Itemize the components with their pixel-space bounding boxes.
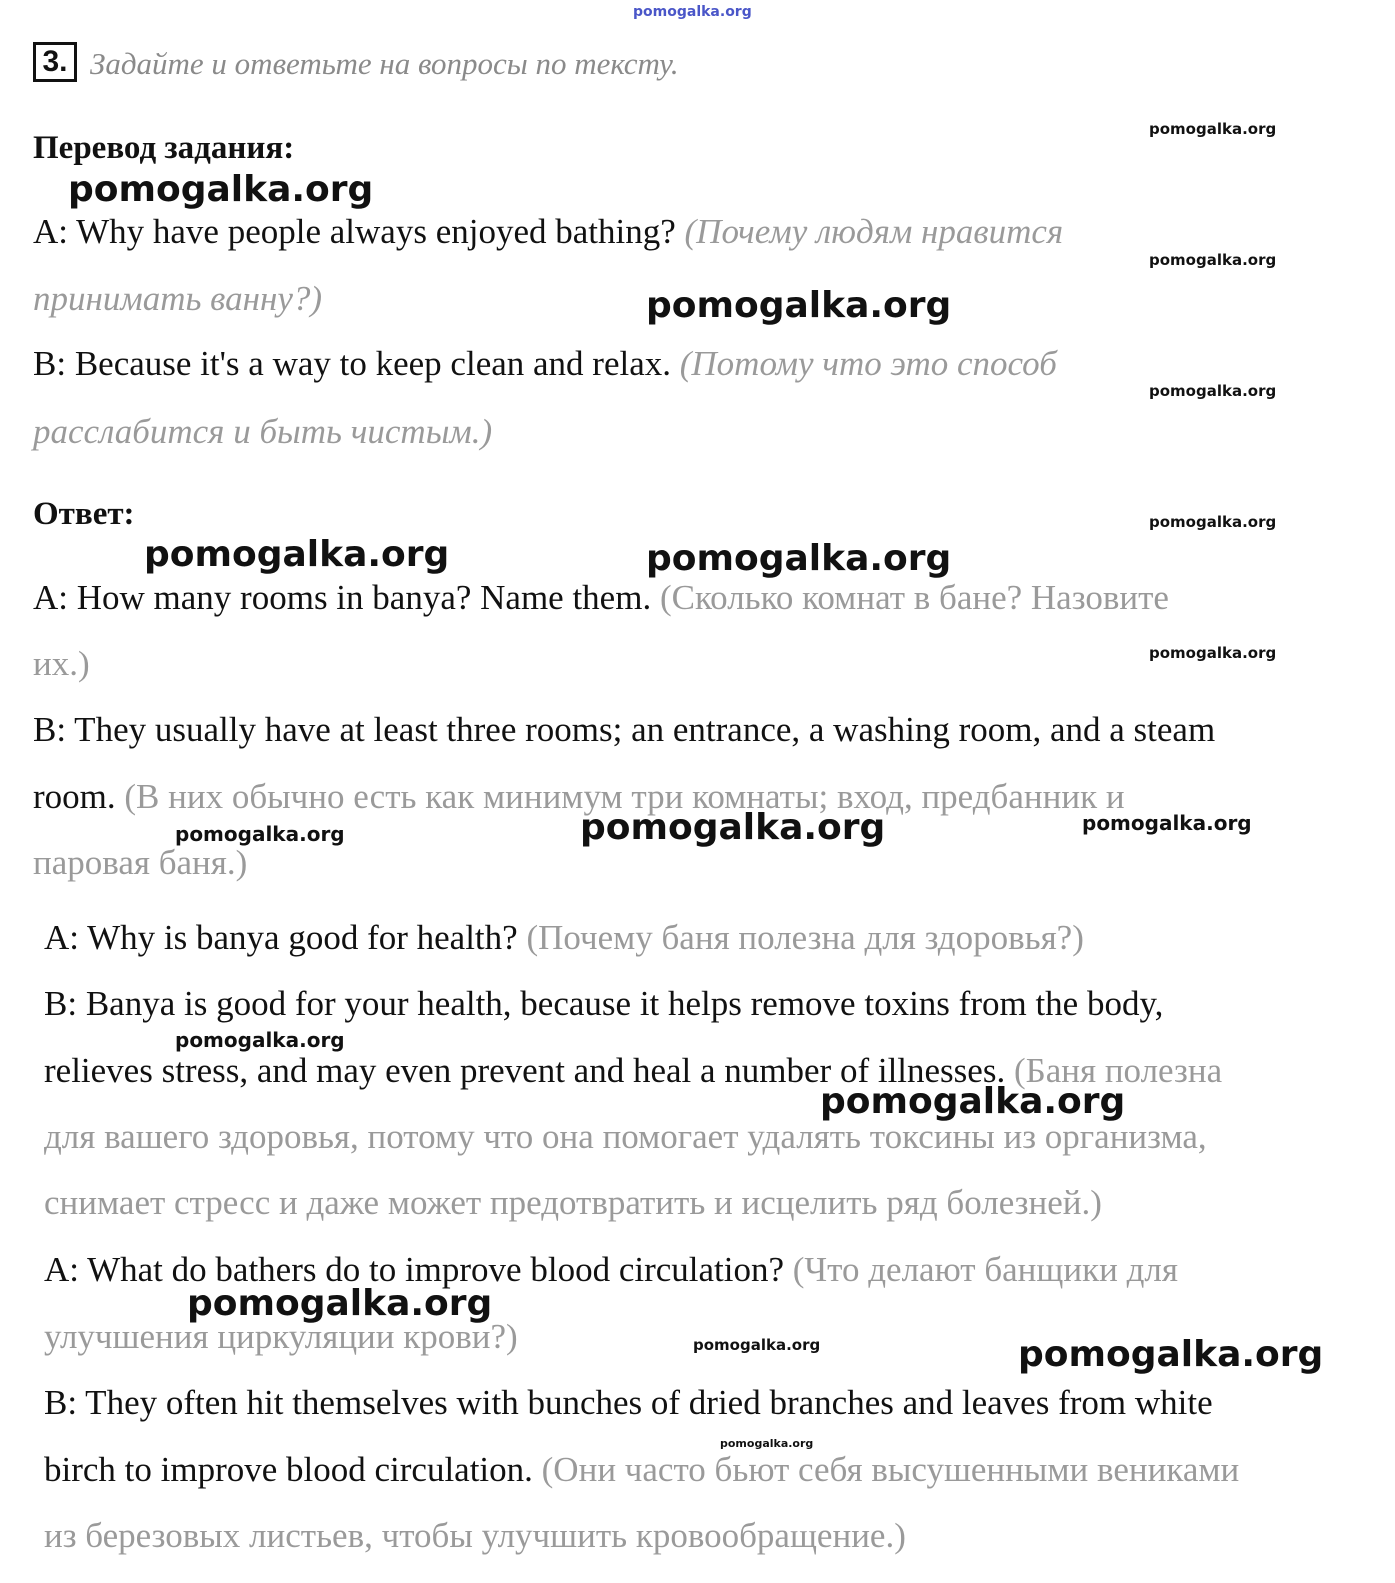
answer-line-6 bbox=[44, 916, 1084, 960]
watermark: pomogalka.org bbox=[1149, 382, 1277, 400]
answer-line-4 bbox=[33, 775, 1125, 819]
watermark: pomogalka.org bbox=[1149, 513, 1277, 531]
watermark: pomogalka.org bbox=[68, 169, 374, 210]
english-text: A: Why have people always enjoyed bathing? bbox=[33, 212, 676, 251]
watermark: pomogalka.org bbox=[1082, 811, 1252, 835]
watermark: pomogalka.org bbox=[580, 807, 886, 848]
translation-heading: Перевод задания: bbox=[33, 130, 295, 166]
russian-translation: (В них обычно есть как минимум три комнаты; вход, предбанник и bbox=[124, 777, 1125, 816]
watermark: pomogalka.org bbox=[1018, 1334, 1324, 1375]
english-text: A: Why is banya good for health? bbox=[44, 918, 518, 957]
russian-translation: (Потому что это способ bbox=[679, 344, 1057, 383]
russian-translation: (Сколько комнат в бане? Назовите bbox=[659, 578, 1169, 617]
translation-line-2: принимать ванну?) bbox=[33, 279, 323, 318]
english-text: room. bbox=[33, 777, 116, 816]
exercise-number-box: 3. bbox=[33, 42, 77, 82]
translation-line-1 bbox=[33, 210, 1063, 254]
watermark: pomogalka.org bbox=[646, 538, 952, 579]
watermark: pomogalka.org bbox=[144, 534, 450, 575]
answer-line-15: из березовых листьев, чтобы улучшить кровообращение.) bbox=[44, 1516, 906, 1555]
russian-translation: (Почему баня полезна для здоровья?) bbox=[526, 918, 1084, 957]
russian-translation: (Баня полезна bbox=[1013, 1051, 1223, 1090]
translation-line-4: расслабится и быть чистым.) bbox=[33, 412, 493, 451]
watermark: pomogalka.org bbox=[1149, 251, 1277, 269]
watermark: pomogalka.org bbox=[187, 1283, 493, 1324]
site-header-watermark: pomogalka.org bbox=[633, 4, 752, 20]
watermark: pomogalka.org bbox=[693, 1336, 821, 1354]
watermark: pomogalka.org bbox=[646, 285, 952, 326]
watermark: pomogalka.org bbox=[175, 1028, 345, 1052]
translation-line-3 bbox=[33, 342, 1057, 386]
watermark: pomogalka.org bbox=[1149, 644, 1277, 662]
answer-heading: Ответ: bbox=[33, 496, 135, 532]
english-text: B: Because it's a way to keep clean and relax. bbox=[33, 344, 671, 383]
exercise-instruction: Задайте и ответьте на вопросы по тексту. bbox=[90, 46, 679, 81]
english-text: birch to improve blood circulation. bbox=[44, 1450, 533, 1489]
answer-line-9: для вашего здоровья, потому что она помогает удалять токсины из организма, bbox=[44, 1117, 1207, 1156]
english-text: A: What do bathers do to improve blood circulation? bbox=[44, 1250, 785, 1289]
answer-line-2: их.) bbox=[33, 644, 90, 683]
answer-line-3: B: They usually have at least three rooms; an entrance, a washing room, and a steam bbox=[33, 710, 1216, 749]
answer-line-7: B: Banya is good for your health, because it helps remove toxins from the body, bbox=[44, 984, 1164, 1023]
answer-line-14 bbox=[44, 1448, 1239, 1492]
answer-line-13: B: They often hit themselves with bunches of dried branches and leaves from white bbox=[44, 1383, 1213, 1422]
answer-line-10: снимает стресс и даже может предотвратить и исцелить ряд болезней.) bbox=[44, 1183, 1102, 1222]
english-text: relieves stress, and may even prevent and heal a number of illnesses. bbox=[44, 1051, 1006, 1090]
answer-line-5: паровая баня.) bbox=[33, 843, 248, 882]
russian-translation: (Почему людям нравится bbox=[684, 212, 1064, 251]
watermark: pomogalka.org bbox=[820, 1081, 1126, 1122]
watermark: pomogalka.org bbox=[175, 822, 345, 846]
english-text: A: How many rooms in banya? Name them. bbox=[33, 578, 652, 617]
watermark: pomogalka.org bbox=[720, 1437, 814, 1450]
answer-line-1 bbox=[33, 576, 1169, 620]
watermark: pomogalka.org bbox=[1149, 120, 1277, 138]
russian-translation: (Они часто бьют себя высушенными вениками bbox=[541, 1450, 1240, 1489]
answer-line-12: улучшения циркуляции крови?) bbox=[44, 1317, 518, 1356]
russian-translation: (Что делают банщики для bbox=[792, 1250, 1178, 1289]
